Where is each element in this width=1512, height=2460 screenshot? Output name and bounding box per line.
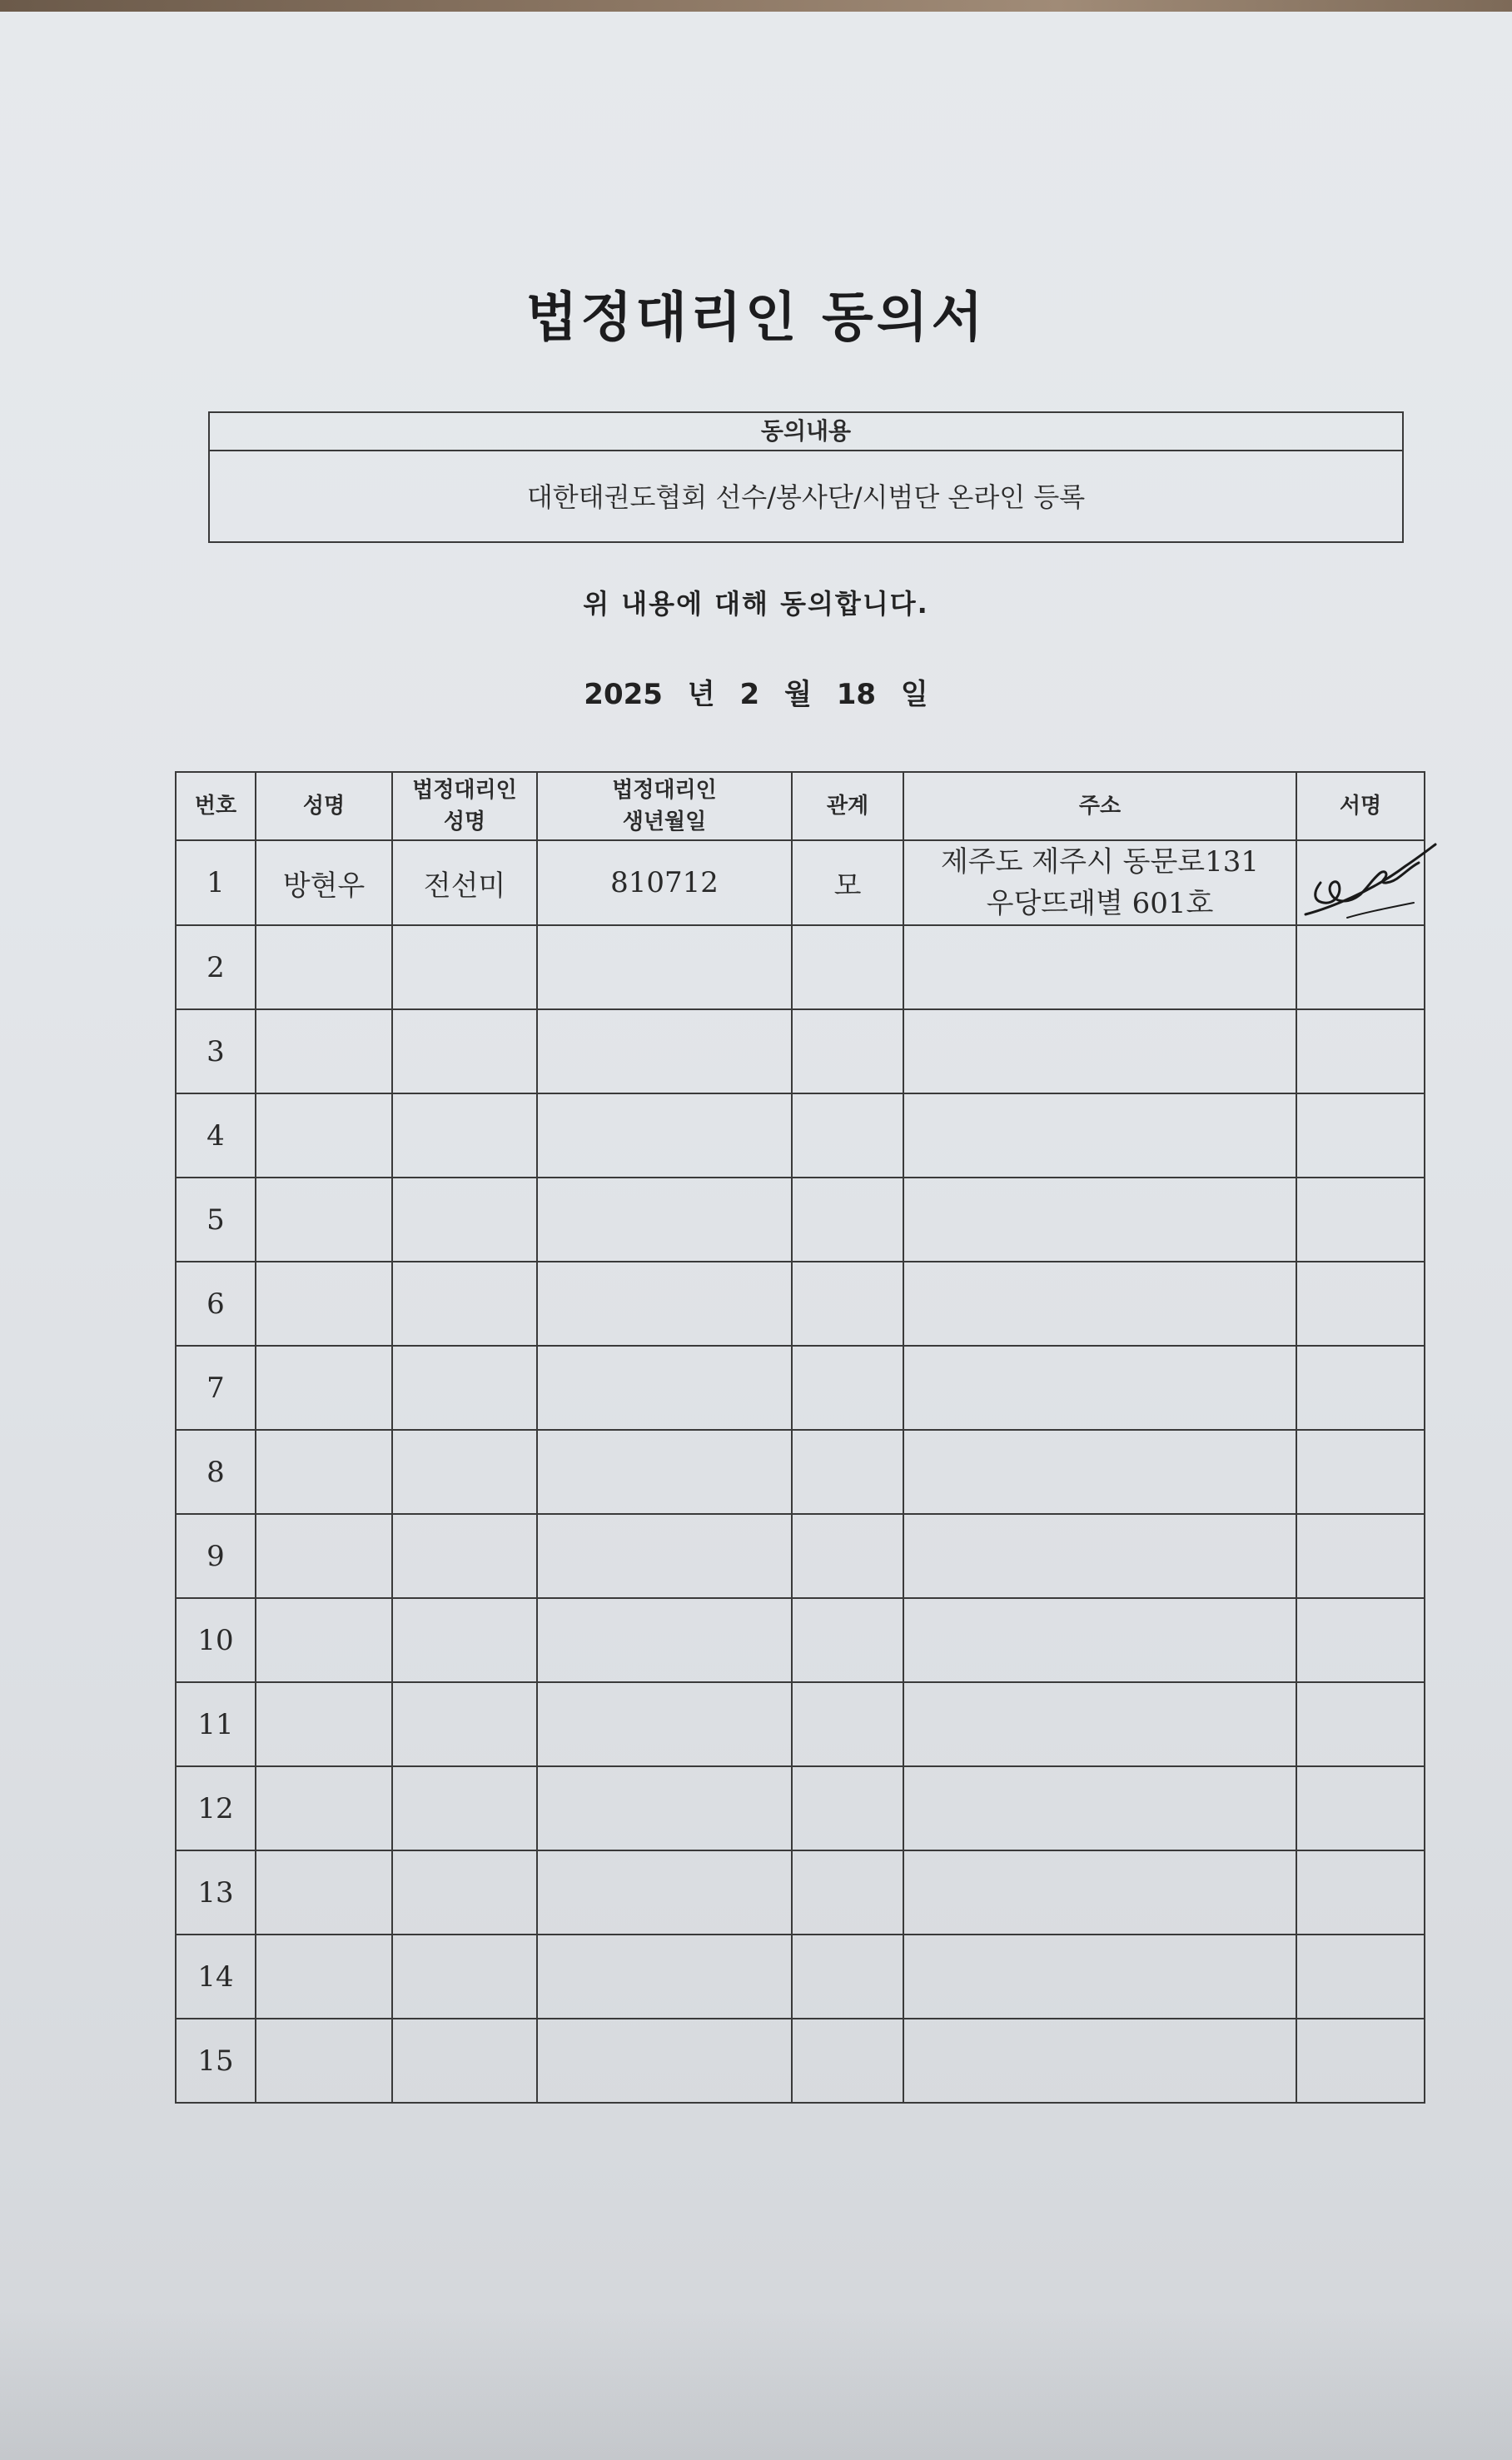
row-name (256, 1346, 392, 1430)
row-name (256, 925, 392, 1009)
date-year: 2025 (584, 678, 663, 711)
row-address-line2: 우당뜨래별 601호 (986, 887, 1214, 920)
row-guardian-birth (537, 1178, 792, 1262)
row-guardian-birth (537, 1262, 792, 1346)
row-guardian-birth (537, 1009, 792, 1093)
table-row (176, 1682, 1425, 1766)
header-name: 성명 (256, 772, 392, 840)
row-number: 15 (176, 2019, 256, 2103)
row-name (256, 1514, 392, 1598)
header-guardian-name-line2: 성명 (443, 809, 486, 834)
row-guardian-name (392, 2019, 537, 2103)
row-guardian-birth (537, 1430, 792, 1514)
row-guardian-birth (537, 1346, 792, 1430)
table-row (176, 1178, 1425, 1262)
page-shadow (0, 2310, 1512, 2460)
row-name (256, 1682, 392, 1766)
row-address (903, 925, 1296, 1009)
row-address (903, 1514, 1296, 1598)
row-guardian-birth (537, 1514, 792, 1598)
row-number: 4 (176, 1093, 256, 1178)
row-guardian-name (392, 1262, 537, 1346)
consent-box (208, 411, 1404, 543)
table-row (176, 925, 1425, 1009)
row-signature (1296, 1850, 1425, 1935)
row-relation (792, 1766, 903, 1850)
row-relation (792, 2019, 903, 2103)
table-row (176, 1850, 1425, 1935)
row-address (903, 840, 1296, 925)
row-relation (792, 1093, 903, 1178)
row-signature (1296, 1766, 1425, 1850)
table-row (176, 1514, 1425, 1598)
table-row (176, 2019, 1425, 2103)
row-signature (1296, 1935, 1425, 2019)
row-signature (1296, 1262, 1425, 1346)
row-guardian-name (392, 1682, 537, 1766)
consent-date (0, 671, 1512, 712)
row-address (903, 1430, 1296, 1514)
row-address (903, 1682, 1296, 1766)
row-guardian-name (392, 1850, 537, 1935)
desk-edge (0, 0, 1512, 12)
row-address (903, 1598, 1296, 1682)
row-signature (1296, 1346, 1425, 1430)
row-name (256, 2019, 392, 2103)
header-relation: 관계 (792, 772, 903, 840)
row-guardian-birth (537, 1935, 792, 2019)
row-signature (1296, 1178, 1425, 1262)
row-guardian-name (392, 1935, 537, 2019)
row-name (256, 1093, 392, 1178)
date-day-unit: 일 (900, 678, 928, 711)
row-relation (792, 1009, 903, 1093)
row-address (903, 1850, 1296, 1935)
row-number: 1 (176, 840, 256, 925)
row-guardian-birth (537, 2019, 792, 2103)
row-number: 12 (176, 1766, 256, 1850)
document-title: 법정대리인 동의서 (525, 287, 987, 349)
handwritten-signature (1281, 833, 1439, 933)
row-guardian-name: 전선미 (392, 840, 537, 925)
row-number: 8 (176, 1430, 256, 1514)
row-number: 5 (176, 1178, 256, 1262)
row-guardian-name (392, 1093, 537, 1178)
consent-content: 대한태권도협회 선수/봉사단/시범단 온라인 등록 (526, 481, 1086, 513)
row-guardian-name (392, 1009, 537, 1093)
row-name (256, 1850, 392, 1935)
row-number: 14 (176, 1935, 256, 2019)
row-relation (792, 1514, 903, 1598)
row-guardian-birth (537, 1682, 792, 1766)
row-name (256, 1262, 392, 1346)
row-signature (1296, 1093, 1425, 1178)
header-number: 번호 (176, 772, 256, 840)
row-number: 7 (176, 1346, 256, 1430)
consent-header: 동의내용 (210, 413, 1402, 451)
header-signature: 서명 (1296, 772, 1425, 840)
table-row (176, 1262, 1425, 1346)
row-name: 방현우 (256, 840, 392, 925)
row-number: 9 (176, 1514, 256, 1598)
row-name (256, 1935, 392, 2019)
row-guardian-name (392, 1346, 537, 1430)
row-number: 2 (176, 925, 256, 1009)
row-guardian-name (392, 1598, 537, 1682)
row-guardian-birth (537, 1093, 792, 1178)
row-guardian-birth (537, 925, 792, 1009)
row-address (903, 1093, 1296, 1178)
row-guardian-name (392, 1178, 537, 1262)
row-relation: 모 (792, 840, 903, 925)
row-relation (792, 1598, 903, 1682)
row-name (256, 1598, 392, 1682)
date-month-unit: 월 (783, 678, 812, 711)
row-guardian-name (392, 1766, 537, 1850)
row-number: 6 (176, 1262, 256, 1346)
row-relation (792, 925, 903, 1009)
row-address-line1: 제주도 제주시 동문로131 (940, 845, 1260, 879)
row-name (256, 1766, 392, 1850)
row-address (903, 1178, 1296, 1262)
table-header-row (176, 772, 1425, 840)
row-guardian-birth (537, 1598, 792, 1682)
row-address (903, 1346, 1296, 1430)
row-relation (792, 1682, 903, 1766)
header-guardian-name (392, 772, 537, 840)
row-address (903, 1935, 1296, 2019)
row-signature (1296, 840, 1425, 925)
header-guardian-birth-line1: 법정대리인 (612, 778, 717, 803)
header-guardian-birth-line2: 생년월일 (622, 809, 707, 834)
row-signature (1296, 2019, 1425, 2103)
agreement-text: 위 내용에 대해 동의합니다. (583, 588, 929, 620)
guardian-consent-table (175, 771, 1425, 2104)
row-relation (792, 1178, 903, 1262)
row-relation (792, 1850, 903, 1935)
row-guardian-birth (537, 1850, 792, 1935)
row-number: 11 (176, 1682, 256, 1766)
row-address (903, 1766, 1296, 1850)
table-row (176, 1093, 1425, 1178)
row-signature (1296, 1009, 1425, 1093)
row-address (903, 1009, 1296, 1093)
table-row (176, 1009, 1425, 1093)
row-number: 3 (176, 1009, 256, 1093)
row-address (903, 1262, 1296, 1346)
row-number: 10 (176, 1598, 256, 1682)
table-row (176, 840, 1425, 925)
row-guardian-name (392, 1430, 537, 1514)
row-name (256, 1009, 392, 1093)
row-guardian-birth (537, 1766, 792, 1850)
table-row (176, 1598, 1425, 1682)
row-number: 13 (176, 1850, 256, 1935)
row-address (903, 2019, 1296, 2103)
header-guardian-name-line1: 법정대리인 (412, 778, 517, 803)
row-relation (792, 1262, 903, 1346)
row-signature (1296, 1682, 1425, 1766)
row-relation (792, 1346, 903, 1430)
row-guardian-birth: 810712 (537, 840, 792, 925)
row-signature (1296, 1430, 1425, 1514)
row-relation (792, 1935, 903, 2019)
table-row (176, 1935, 1425, 2019)
date-year-unit: 년 (687, 678, 715, 711)
row-relation (792, 1430, 903, 1514)
row-name (256, 1430, 392, 1514)
table-row (176, 1346, 1425, 1430)
row-guardian-name (392, 925, 537, 1009)
date-month: 2 (739, 678, 760, 711)
table-row (176, 1430, 1425, 1514)
header-address: 주소 (903, 772, 1296, 840)
header-guardian-birth (537, 772, 792, 840)
table-row (176, 1766, 1425, 1850)
date-day: 18 (836, 678, 877, 711)
row-guardian-name (392, 1514, 537, 1598)
row-name (256, 1178, 392, 1262)
row-signature (1296, 1598, 1425, 1682)
row-signature (1296, 1514, 1425, 1598)
row-signature (1296, 925, 1425, 1009)
